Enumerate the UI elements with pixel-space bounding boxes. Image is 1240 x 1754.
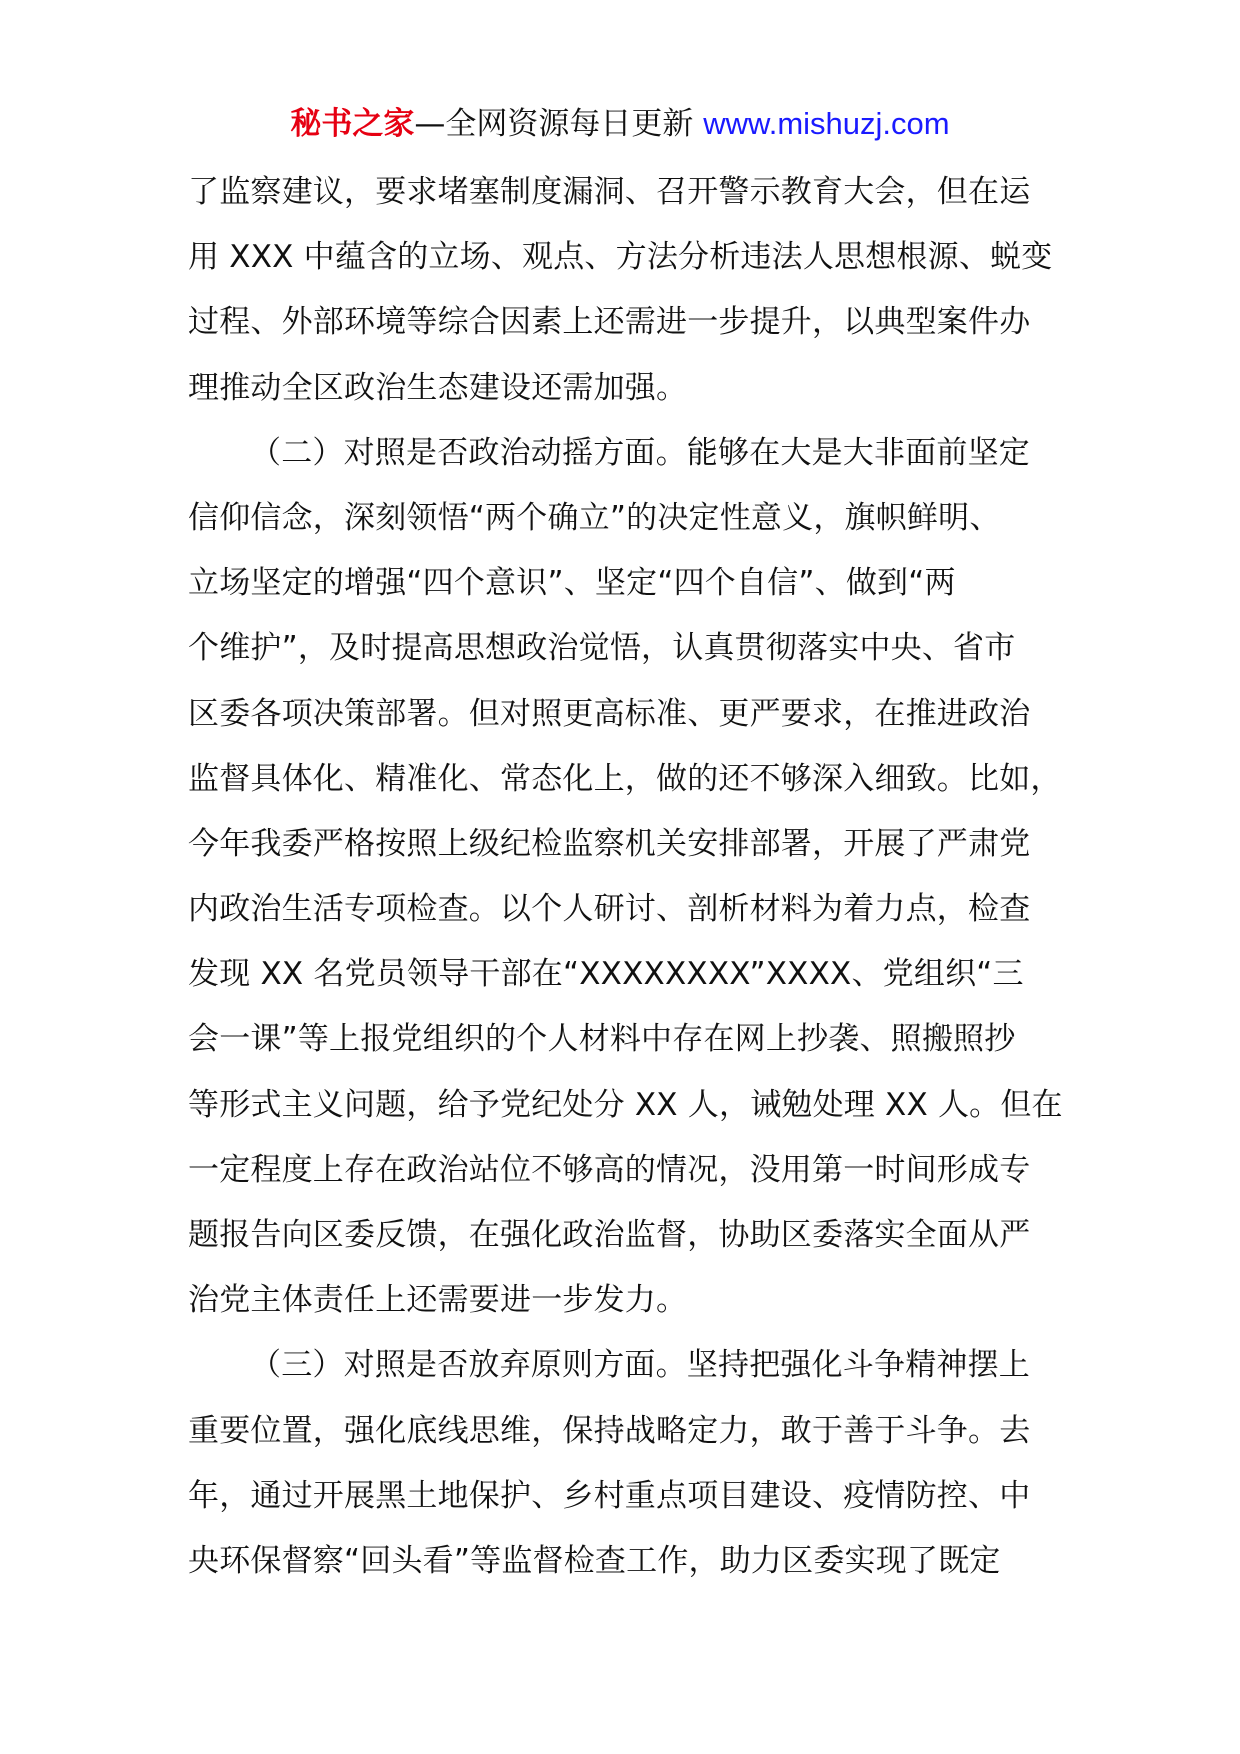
text-line: 了监察建议，要求堵塞制度漏洞、召开警示教育大会，但在运 (188, 174, 1031, 210)
site-tagline: —全网资源每日更新 (414, 106, 704, 142)
text-line: 区委各项决策部署。但对照更高标准、更严要求，在推进政治 (188, 695, 1031, 732)
text-line: 治党主体责任上还需要进一步发力。 (188, 1282, 688, 1319)
text-line: 监督具体化、精准化、常态化上，做的还不够深入细致。比如， (188, 760, 1062, 797)
section-heading-line: （三）对照是否放弃原则方面。坚持把强化斗争精神摆上 (250, 1347, 1030, 1384)
text-line: 会一课”等上报党组织的个人材料中存在网上抄袭、照搬照抄 (188, 1021, 1016, 1058)
site-url-link[interactable]: www.mishuzj.com (703, 106, 950, 141)
text-line: 等形式主义问题，给予党纪处分 XX 人，诫勉处理 XX 人。但在 (188, 1086, 1063, 1123)
text-line: 央环保督察“回头看”等监督检查工作，助力区委实现了既定 (188, 1542, 1001, 1579)
section-heading-line: （二）对照是否政治动摇方面。能够在大是大非面前坚定 (250, 434, 1030, 471)
text-line: 用 XXX 中蕴含的立场、观点、方法分析违法人思想根源、蜕变 (188, 239, 1053, 276)
site-header (0, 100, 1240, 148)
site-brand: 秘书之家 (290, 106, 415, 142)
text-line: 发现 XX 名党员领导干部在“XXXXXXXX”XXXX、党组织“三 (188, 956, 1024, 993)
text-line: 重要位置，强化底线思维，保持战略定力，敢于善于斗争。去 (188, 1412, 1031, 1449)
text-line: 一定程度上存在政治站位不够高的情况，没用第一时间形成专 (188, 1151, 1031, 1188)
text-line: 个维护”，及时提高思想政治觉悟，认真贯彻落实中央、省市 (188, 630, 1016, 667)
text-line: 理推动全区政治生态建设还需加强。 (188, 369, 688, 406)
text-line: 过程、外部环境等综合因素上还需进一步提升，以典型案件办 (188, 304, 1031, 341)
document-body (188, 160, 1068, 1594)
text-line: 内政治生活专项检查。以个人研讨、剖析材料为着力点，检查 (188, 891, 1031, 928)
text-line: 今年我委严格按照上级纪检监察机关安排部署，开展了严肃党 (188, 825, 1031, 862)
text-line: 年，通过开展黑土地保护、乡村重点项目建设、疫情防控、中 (188, 1477, 1031, 1514)
text-line: 立场坚定的增强“四个意识”、坚定“四个自信”、做到“两 (188, 565, 956, 602)
text-line: 题报告向区委反馈，在强化政治监督，协助区委落实全面从严 (188, 1217, 1031, 1253)
text-line: 信仰信念，深刻领悟“两个确立”的决定性意义，旗帜鲜明、 (188, 499, 1001, 536)
